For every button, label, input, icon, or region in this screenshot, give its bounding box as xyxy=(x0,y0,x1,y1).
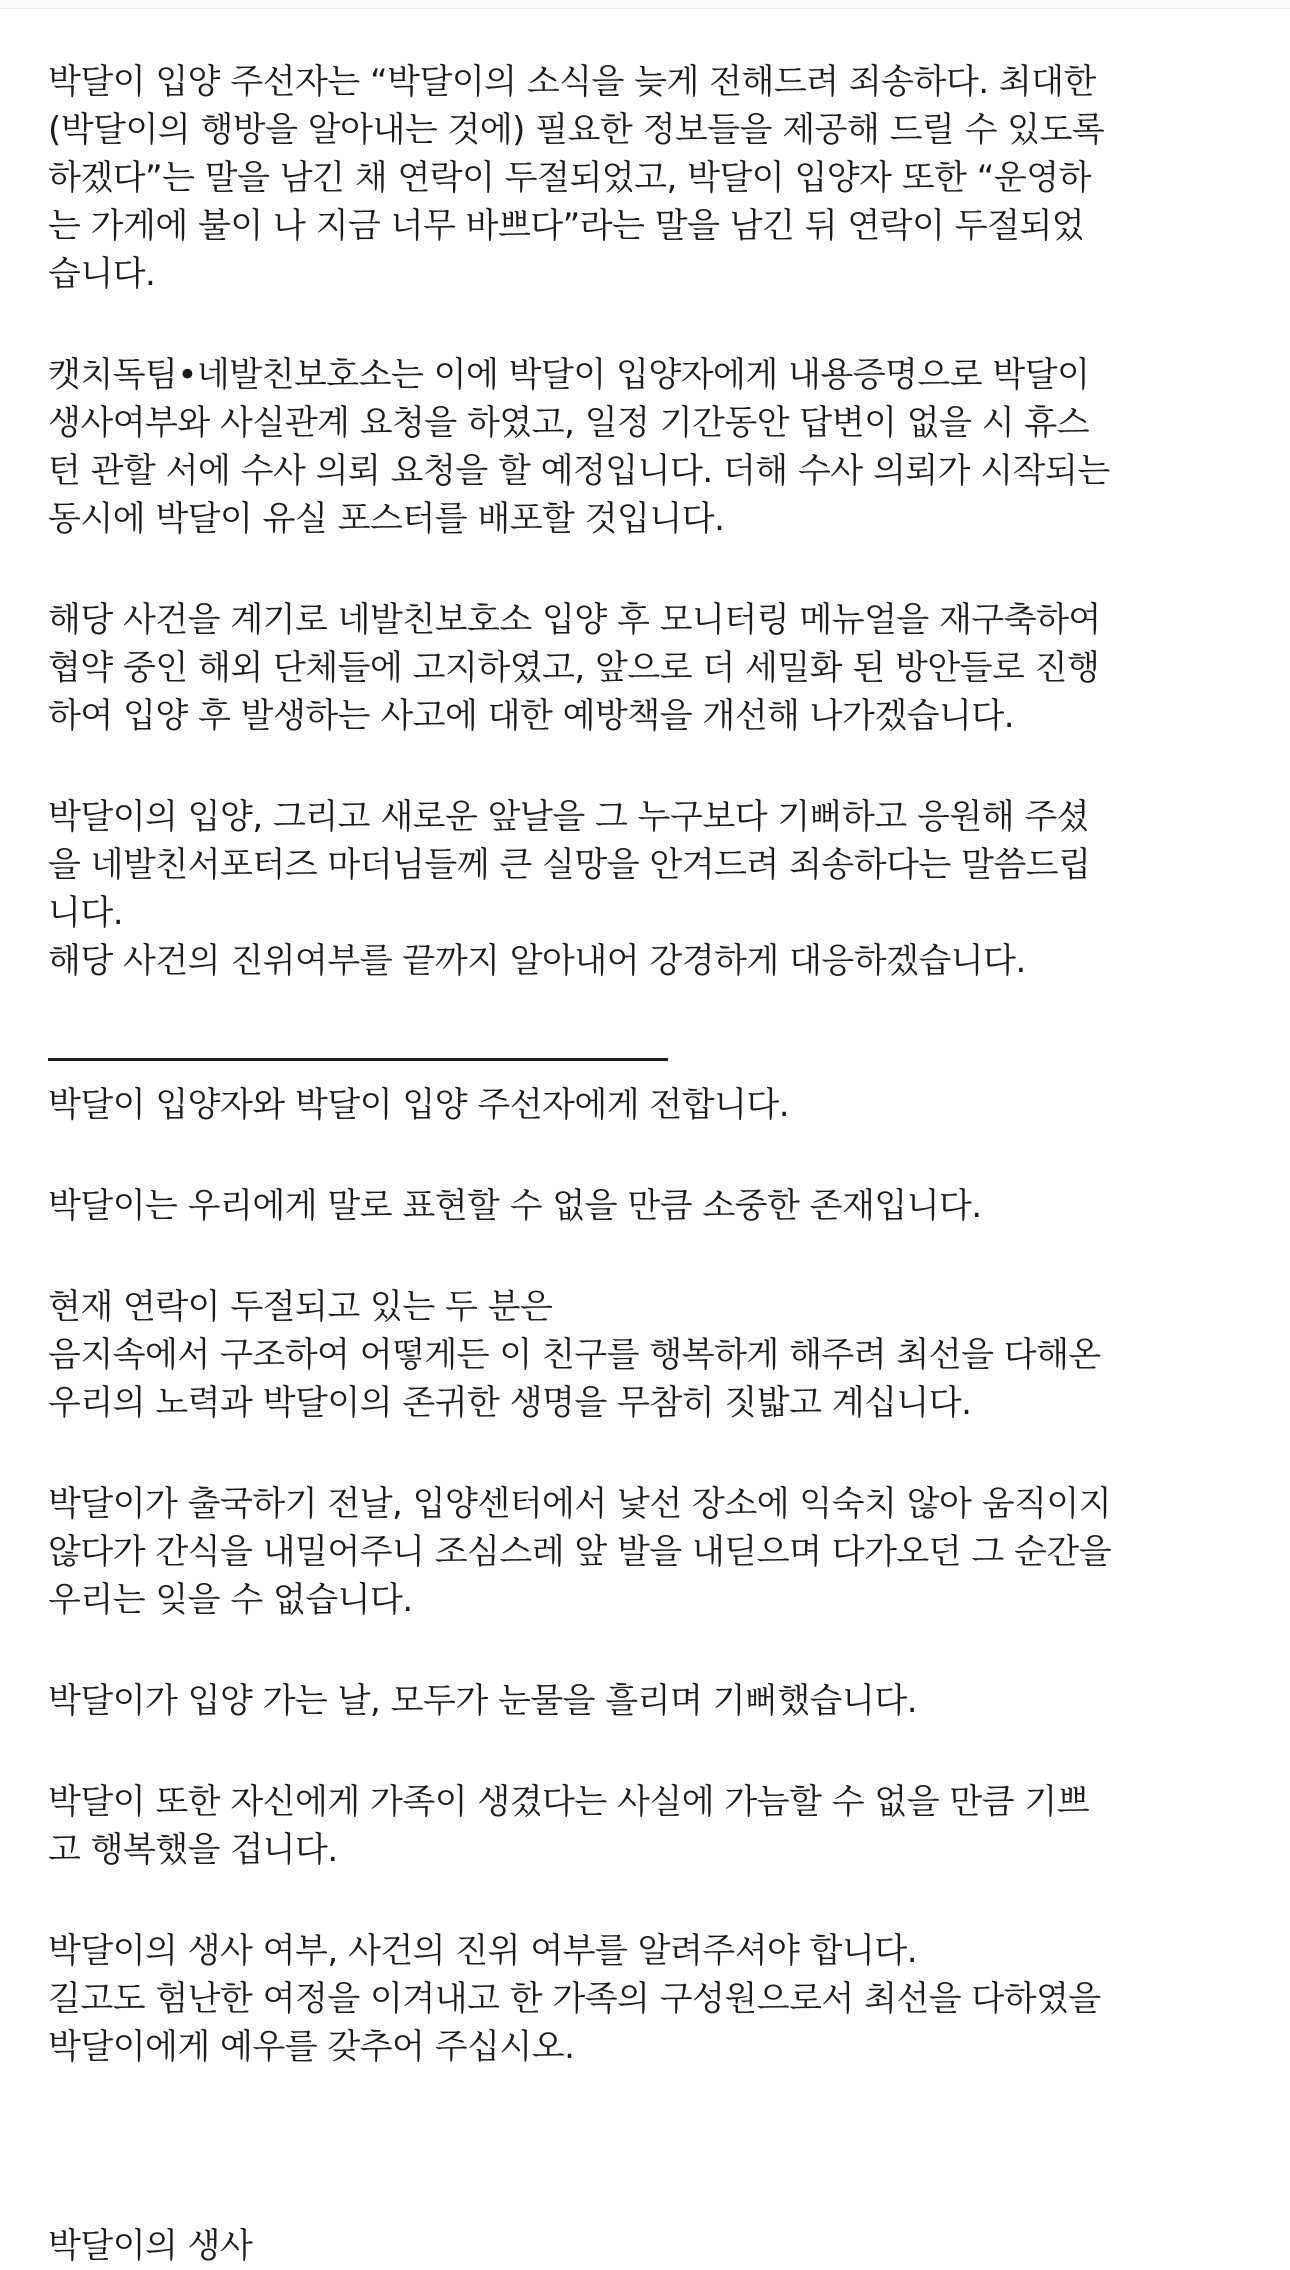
section-divider xyxy=(48,1058,668,1061)
paragraph-departure-memory: 박달이가 출국하기 전날, 입양센터에서 낯선 장소에 익숙치 않아 움직이지 않다가 간식을 내밀어주니 조심스레 앞 발을 내딛으며 다가오던 그 순간을 우리는 잊을 수 없습니다. xyxy=(48,1484,1112,1620)
paragraph-trampling: 현재 연락이 두절되고 있는 두 분은 음지속에서 구조하여 어떻게든 이 친구를 행복하게 해주려 최선을 다해온 우리의 노력과 박달이의 존귀한 생명을 무참히 짓밟고 계십니다. xyxy=(48,1287,1101,1423)
paragraph-apology: 박달이의 입양, 그리고 새로운 앞날을 그 누구보다 기뻐하고 응원해 주셨 을 네발친서포터즈 마더님들께 큰 실망을 안겨드려 죄송하다는 말씀드립 니다. 해당 사건의 진위여부를 끝까지 알아내어 강경하게 대응하겠습니다. xyxy=(48,797,1091,981)
paragraph-adoption-day: 박달이가 입양 가는 날, 모두가 눈물을 흘리며 기뻐했습니다. xyxy=(48,1681,918,1721)
top-divider xyxy=(0,0,1290,9)
paragraph-address: 박달이 입양자와 박달이 입양 주선자에게 전합니다. xyxy=(48,1085,790,1125)
paragraph-demand: 박달이의 생사 여부, 사건의 진위 여부를 알려주셔야 합니다. 길고도 험난한 여정을 이겨내고 한 가족의 구성원으로서 최선을 다하였을 박달이에게 예우를 갖추어 주십시오. xyxy=(48,1931,1101,2067)
paragraph-monitoring-manual: 해당 사건을 계기로 네발친보호소 입양 후 모니터링 메뉴얼을 재구축하여 협약 중인 해외 단체들에 고지하였고, 앞으로 더 세밀화 된 방안들로 진행 하여 입양 후 발생하는 사고에 대한 예방책을 개선해 나가겠습니다. xyxy=(48,600,1101,736)
paragraph-legal-action: 캣치독팀•네발친보호소는 이에 박달이 입양자에게 내용증명으로 박달이 생사여부와 사실관계 요청을 하였고, 일정 기간동안 답변이 없을 시 휴스 턴 관할 서에 수사 의뢰 요청을 할 예정입니다. 더해 수사 의뢰가 시작되는 동시에 박달이 유실 포스터를 배포할 것입니다. xyxy=(48,355,1110,539)
article-body xyxy=(48,58,1248,2124)
paragraph-contact-lost: 박달이 입양 주선자는 “박달이의 소식을 늦게 전해드려 죄송하다. 최대한 (박달이의 행방을 알아내는 것에) 필요한 정보들을 제공해 드릴 수 있도록 하겠다”는 말을 남긴 채 연락이 두절되었고, 박달이 입양자 또한 “운영하 는 가게에 불이 나 지금 너무 바쁘다”라는 말을 남긴 뒤 연락이 두절되었 습니다. xyxy=(48,62,1105,294)
paragraph-cut-off: 박달이의 생사 xyxy=(48,2226,253,2266)
paragraph-precious: 박달이는 우리에게 말로 표현할 수 없을 만큼 소중한 존재입니다. xyxy=(48,1186,982,1226)
paragraph-happy-family: 박달이 또한 자신에게 가족이 생겼다는 사실에 가늠할 수 없을 만큼 기쁘 고 행복했을 겁니다. xyxy=(48,1782,1090,1870)
